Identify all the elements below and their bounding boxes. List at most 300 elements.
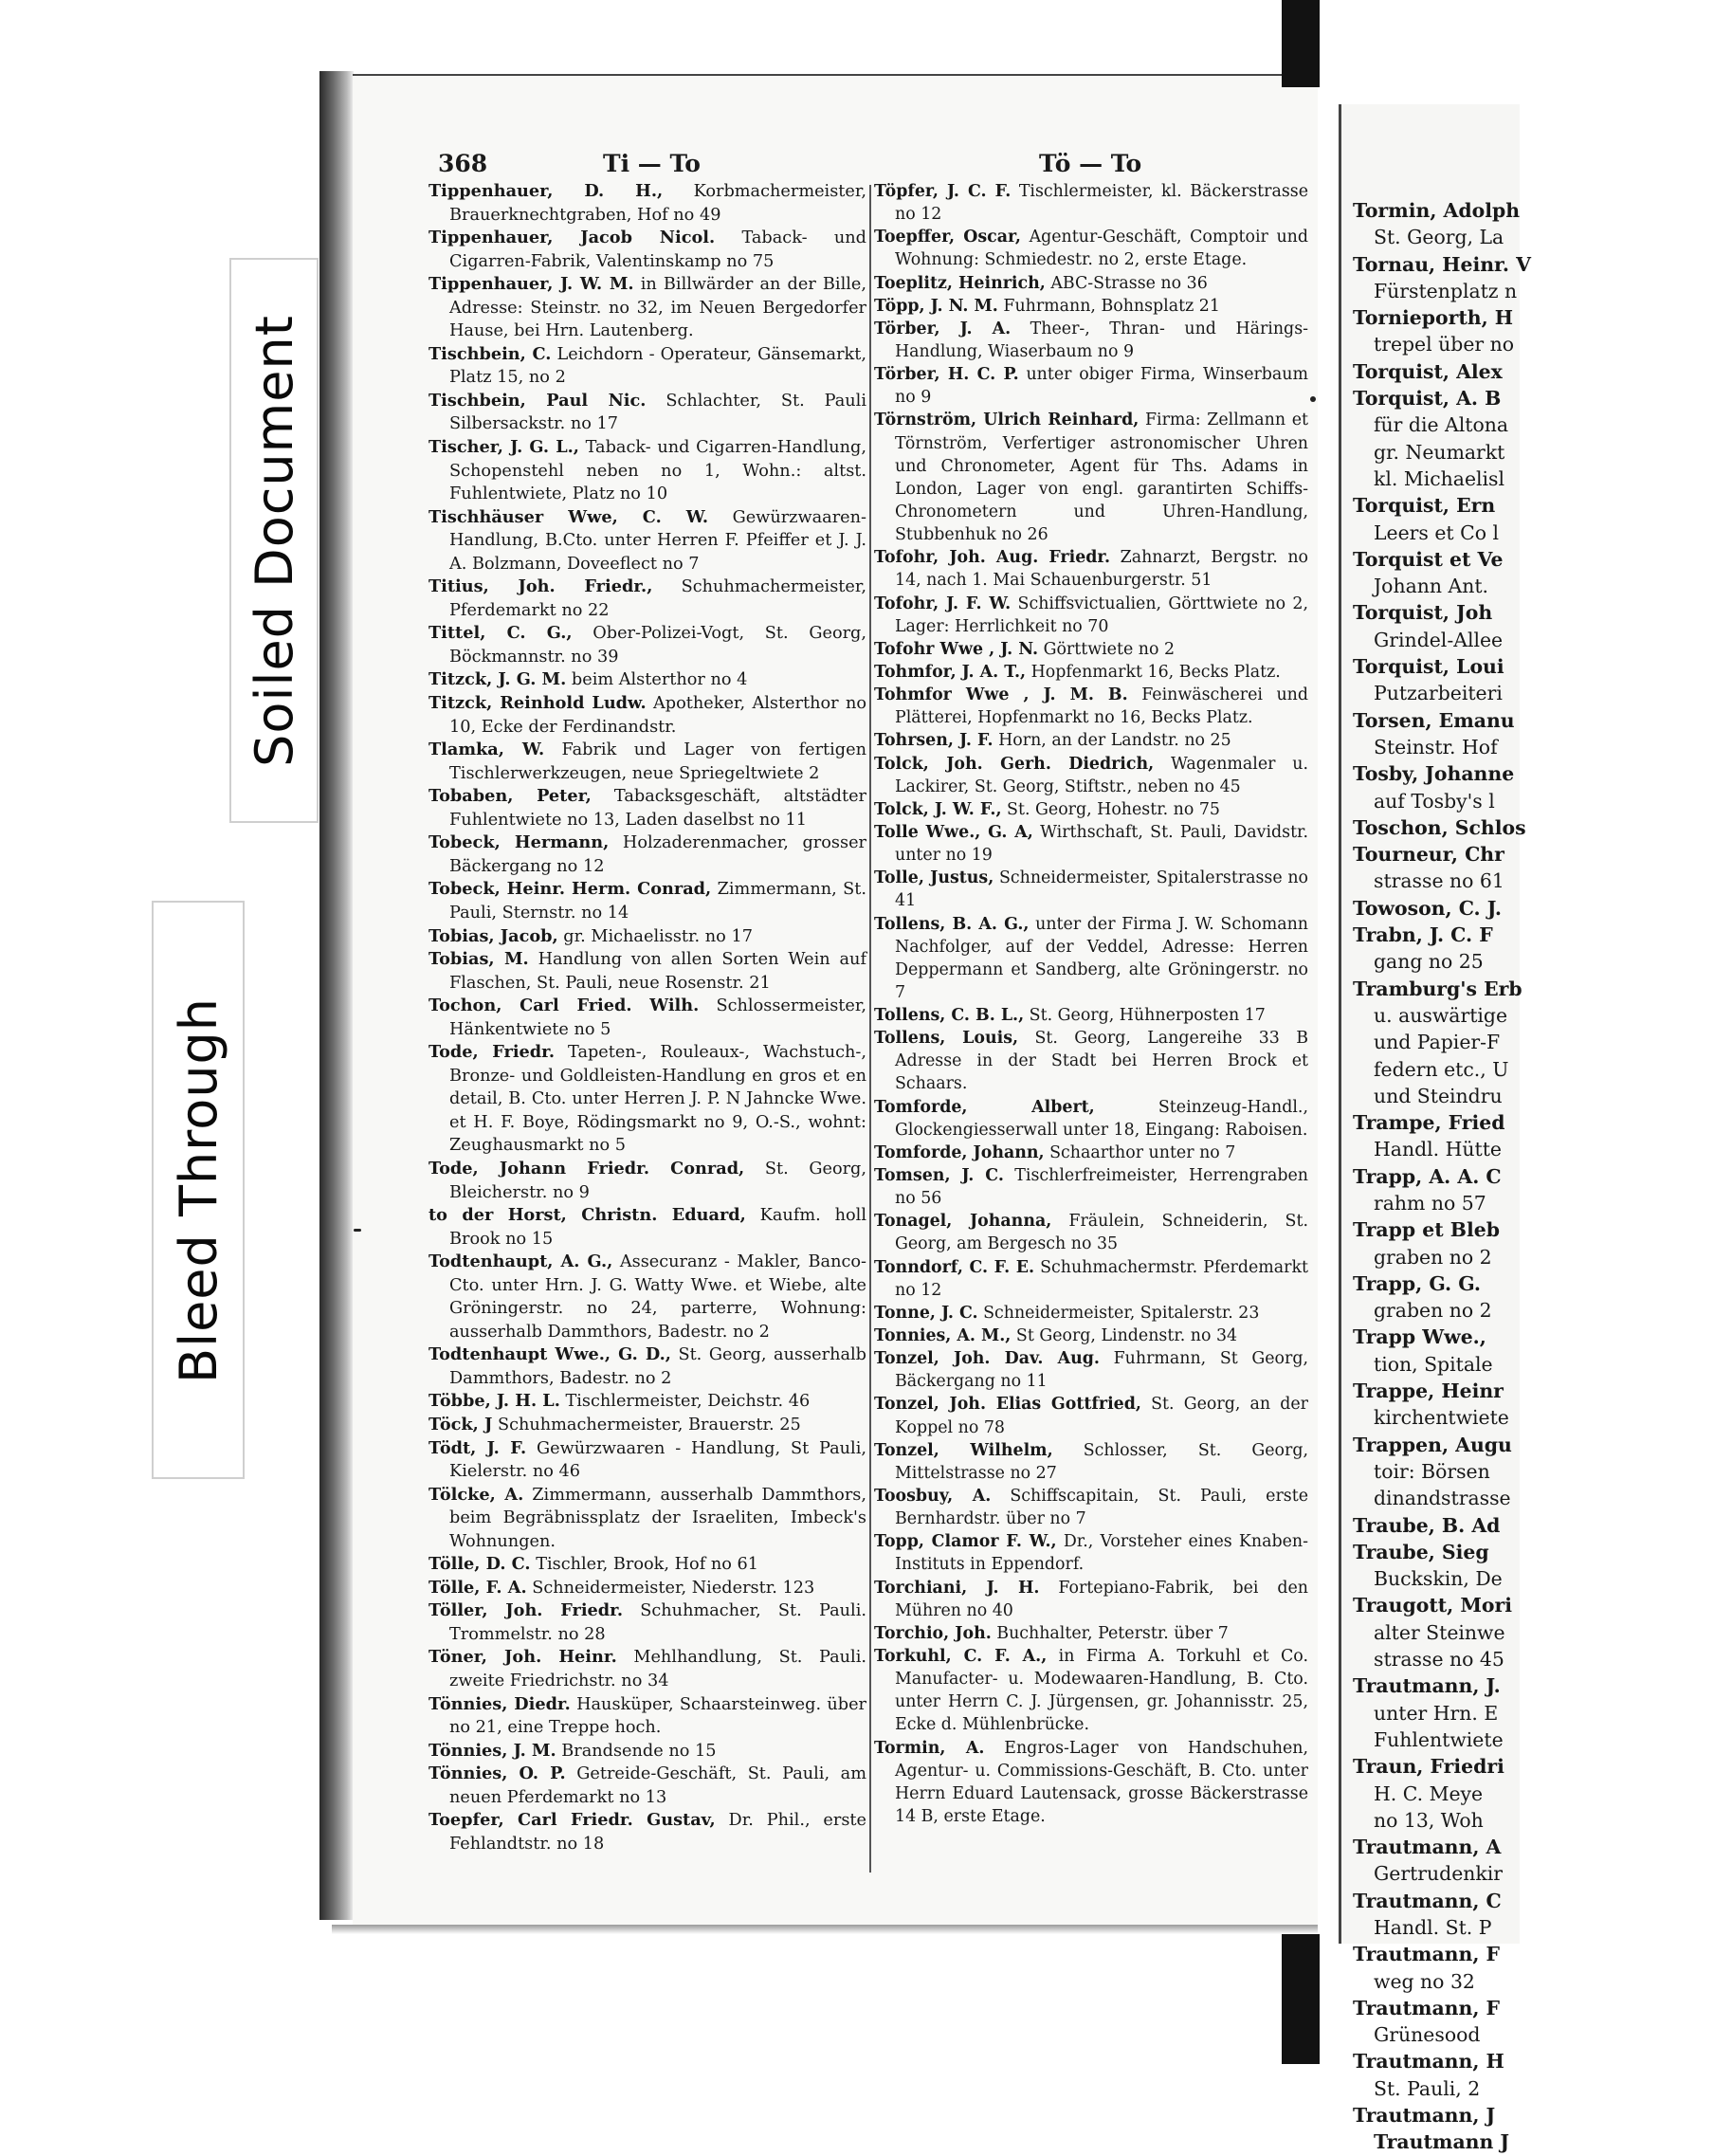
facing-page-line <box>1353 1002 1732 1029</box>
directory-entry <box>874 1302 1308 1325</box>
directory-entry <box>428 878 866 924</box>
facing-page-line <box>1353 599 1732 626</box>
entry-details: Wagenmaler u. Lackirer, St. Georg, Stiftstr., neben no 45 <box>895 754 1309 796</box>
facing-page-line <box>1353 411 1732 438</box>
entry-name: Titzck, J. G. M. <box>428 669 567 690</box>
facing-page <box>1339 104 1531 2154</box>
entry-name: Tonzel, Joh. Dav. Aug. <box>874 1349 1100 1369</box>
facing-page-line <box>1353 868 1732 894</box>
facing-page-text: Tornieporth, H <box>1353 306 1514 330</box>
facing-page-text: Trautmann, F <box>1353 1996 1500 2019</box>
facing-page-line <box>1353 1592 1732 1618</box>
facing-page-text: unter Hrn. E <box>1374 1701 1499 1725</box>
directory-entry <box>428 668 866 692</box>
entry-name: Tode, Johann Friedr. Conrad, <box>428 1158 745 1178</box>
directory-entry <box>874 1027 1308 1095</box>
directory-entry <box>874 1622 1308 1645</box>
facing-page-text: dinandstrasse <box>1374 1487 1511 1510</box>
facing-page-text: Trapp, A. A. C <box>1353 1164 1502 1188</box>
directory-entry <box>428 1251 866 1343</box>
entry-name: Titzck, Reinhold Ludw. <box>428 693 647 714</box>
directory-entry <box>428 1577 866 1600</box>
facing-page-text: Johann Ant. <box>1374 575 1489 598</box>
facing-page-column <box>1353 197 1732 2156</box>
entry-details: St. Georg, Hühnerposten 17 <box>1024 1006 1266 1026</box>
facing-page-line <box>1353 1270 1732 1297</box>
entry-details: Schlossermeister, Hänkentwiete no 5 <box>449 996 866 1039</box>
entry-name: Tollens, B. A. G., <box>874 914 1030 934</box>
facing-page-text: Torquist, Alex <box>1353 359 1503 383</box>
facing-page-text: Traube, B. Ad <box>1353 1513 1501 1537</box>
facing-page-line <box>1353 1056 1732 1083</box>
entry-details: Hopfenmarkt 16, Becks Platz. <box>1026 662 1281 682</box>
facing-page-line <box>1353 976 1732 1002</box>
entry-name: Tonne, J. C. <box>874 1303 978 1323</box>
directory-entry <box>428 1646 866 1692</box>
directory-entry <box>874 1142 1308 1164</box>
entry-name: Tödt, J. F. <box>428 1437 527 1458</box>
facing-page-text: und Steindru <box>1374 1084 1503 1107</box>
facing-page-line <box>1353 1190 1732 1216</box>
entry-details: Fuhrmann, St Georg, Bäckergang no 11 <box>895 1349 1308 1392</box>
entry-details: Assecuranz - Makler, Banco-Cto. unter Hrn. J. G. Watty Wwe. et Wiebe, alte Gröningerstr. no 24, parterre, Wohnung: ausserhalb Dammthors, Badestr. no 2 <box>449 1252 866 1342</box>
facing-page-text: Tourneur, Chr <box>1353 843 1504 867</box>
facing-page-text: Trappen, Augu <box>1353 1433 1512 1456</box>
entry-details: unter obiger Firma, Winserbaum no 9 <box>895 365 1308 408</box>
facing-page-line <box>1353 1029 1732 1055</box>
facing-page-text: Grünesood <box>1374 2023 1481 2047</box>
facing-page-line <box>1353 1565 1732 1592</box>
directory-entry <box>428 622 866 668</box>
facing-page-text: Handl. St. P <box>1374 1916 1492 1939</box>
entry-name: Törber, H. C. P. <box>874 365 1019 385</box>
entry-name: Tölcke, A. <box>428 1484 524 1505</box>
left-column-heading: Ti — To <box>603 150 701 177</box>
facing-page-line <box>1353 895 1732 922</box>
directory-entry <box>874 272 1308 295</box>
directory-entry <box>874 729 1308 752</box>
entry-name: Töller, Joh. Friedr. <box>428 1600 624 1621</box>
facing-page-text: Trappe, Heinr <box>1353 1379 1504 1403</box>
facing-page-line <box>1353 546 1732 573</box>
entry-details: Gewürzwaaren - Handlung, St Pauli, Kielerstr. no 46 <box>449 1438 866 1482</box>
directory-entry <box>874 1210 1308 1255</box>
directory-entry <box>874 1164 1308 1210</box>
entry-name: Törber, J. A. <box>874 319 1012 338</box>
entry-name: Tischer, J. G. L., <box>428 437 579 458</box>
entry-name: Tlamka, W. <box>428 740 545 760</box>
facing-page-text: Handl. Hütte <box>1374 1138 1502 1161</box>
facing-page-line <box>1353 734 1732 760</box>
facing-page-text: Trapp Wwe., <box>1353 1325 1486 1349</box>
directory-entry <box>428 1763 866 1809</box>
scan-edge-bottom <box>1282 1934 1320 2064</box>
entry-name: Tolck, Joh. Gerh. Diedrich, <box>874 754 1155 774</box>
facing-page-line <box>1353 2102 1732 2129</box>
entry-details: Apotheker, Alsterthor no 10, Ecke der Ferdinandstr. <box>449 694 867 737</box>
facing-page-text: graben no 2 <box>1374 1245 1492 1269</box>
right-column <box>874 180 1308 1828</box>
directory-entry <box>874 1577 1308 1622</box>
entry-details: Horn, an der Landstr. no 25 <box>993 731 1231 751</box>
entry-name: Toepfer, Carl Friedr. Gustav, <box>428 1810 716 1831</box>
facing-page-text: Tornau, Heinr. V <box>1353 252 1531 276</box>
directory-entry <box>874 1004 1308 1027</box>
entry-details: Fräulein, Schneiderin, St. Georg, am Bergesch no 35 <box>895 1212 1308 1254</box>
bleed-through-text: Bleed Through <box>168 996 228 1383</box>
facing-page-text: H. C. Meye <box>1374 1781 1484 1805</box>
entry-details: Ober-Polizei-Vogt, St. Georg, Böckmannstr. no 39 <box>449 624 866 667</box>
entry-details: Firma: Zellmann et Törnström, Verfertiger astronomischer Uhren und Chronometer, Agent für Ths. Adams in London, Lager von engl. garantirten Schiffs-Chronometern und Uhren-Handlung, Stubbenhuk no 26 <box>895 411 1308 545</box>
entry-name: Tolle, Justus, <box>874 868 994 888</box>
facing-page-text: trepel über no <box>1374 333 1515 356</box>
entry-details: Kaufm. holl Brook no 15 <box>449 1206 866 1249</box>
soiled-document-text: Soiled Document <box>244 314 304 767</box>
facing-page-line <box>1353 304 1732 331</box>
directory-entry <box>428 948 866 995</box>
facing-page-text: gr. Neumarkt <box>1374 440 1505 464</box>
directory-entry <box>428 1553 866 1577</box>
directory-entry <box>874 1737 1308 1829</box>
entry-name: Tohmfor Wwe , J. M. B. <box>874 685 1128 705</box>
directory-entry <box>428 785 866 831</box>
directory-entry <box>874 1439 1308 1485</box>
facing-page-text: strasse no 45 <box>1374 1648 1504 1672</box>
entry-name: Tischbein, C. <box>428 343 552 364</box>
scan-edge-top <box>1282 0 1320 87</box>
directory-entry <box>874 363 1308 409</box>
facing-page-line <box>1353 2075 1732 2102</box>
facing-page-text: Trautmann, J <box>1353 2104 1496 2128</box>
directory-entry <box>874 546 1308 592</box>
entry-details: in Billwärder an der Bille, Adresse: Steinstr. no 32, im Neuen Bergedorfer Hause, bei Hrn. Lautenberg. <box>449 275 866 341</box>
facing-page-text: Trautmann, A <box>1353 1836 1502 1859</box>
entry-name: to der Horst, Christn. Eduard, <box>428 1205 746 1226</box>
facing-page-line <box>1353 1216 1732 1243</box>
directory-entry <box>428 1041 866 1158</box>
facing-page-text: Torsen, Emanu <box>1353 708 1515 732</box>
facing-page-text: no 13, Woh <box>1374 1808 1484 1832</box>
entry-details: beim Alsterthor no 4 <box>566 670 748 690</box>
facing-page-text: toir: Börsen <box>1374 1459 1490 1483</box>
entry-details: Tapeten-, Rouleaux-, Wachstuch-, Bronze- und Goldleisten-Handlung en gros et en detail, B. Cto. unter Herren J. P. N Jahncke Wwe. et H. F. Boye, Rödingsmarkt no 9, O.-S., wohnt: Zeughausmarkt no 5 <box>449 1043 866 1156</box>
entry-name: Tonnies, A. M., <box>874 1326 1012 1346</box>
entry-details: St. Georg, Langereihe 33 B Adresse in der Stadt bei Herren Brock et Schaars. <box>895 1029 1308 1094</box>
facing-page-text: Tosby, Johanne <box>1353 762 1515 786</box>
directory-entry <box>874 661 1308 684</box>
facing-page-line <box>1353 841 1732 868</box>
entry-name: Tochon, Carl Fried. Wilh. <box>428 996 700 1016</box>
bleed-mark <box>354 1229 361 1232</box>
directory-entry <box>428 1484 866 1554</box>
facing-page-line <box>1353 1860 1732 1887</box>
facing-page-text: Toschon, Schlos <box>1353 815 1526 839</box>
entry-name: Tonzel, Joh. Elias Gottfried, <box>874 1395 1141 1415</box>
entry-name: Tobias, Jacob, <box>428 925 558 946</box>
entry-name: Tippenhauer, D. H., <box>428 181 664 201</box>
entry-name: Töck, J <box>428 1414 493 1434</box>
facing-page-line <box>1353 788 1732 814</box>
directory-entry <box>874 295 1308 318</box>
entry-details: St. Georg, an der Koppel no 78 <box>895 1395 1308 1437</box>
entry-details: in Firma A. Torkuhl et Co. Manufacter- u. Modewaaren-Handlung, B. Cto. unter Herrn C. J. Jürgensen, gr. Johannisstr. 25, Ecke d. Mühlenbrücke. <box>895 1647 1308 1735</box>
directory-entry <box>874 913 1308 1005</box>
entry-details: Schuhmachermeister, Pferdemarkt no 22 <box>449 577 866 620</box>
facing-page-line <box>1353 948 1732 975</box>
facing-page-line <box>1353 1351 1732 1378</box>
facing-page-line <box>1353 197 1732 224</box>
entry-name: Töpp, J. N. M. <box>874 296 998 316</box>
facing-page-text: u. auswärtige <box>1374 1003 1508 1027</box>
facing-page-text: Trautmann, J. <box>1353 1674 1501 1698</box>
directory-entry <box>428 227 866 273</box>
facing-page-text: Steinstr. Hof <box>1374 735 1498 758</box>
soiled-document-label <box>229 258 319 823</box>
entry-name: Tohmfor, J. A. T., <box>874 662 1027 682</box>
entry-details: Tischlermeister, Deichstr. 46 <box>559 1392 811 1412</box>
facing-page-text: Gertrudenkir <box>1374 1862 1504 1886</box>
entry-details: Taback- und Cigarren-Handlung, Schopenstehl neben no 1, Wohn.: altst. Fuhlentwiete, Platz no 10 <box>449 438 866 504</box>
directory-entry <box>428 995 866 1041</box>
directory-entry <box>874 409 1308 546</box>
facing-page-text: Torquist, A. B <box>1353 387 1502 411</box>
facing-page-line <box>1353 707 1732 734</box>
facing-page-line <box>1353 1727 1732 1753</box>
entry-details: gr. Michaelisstr. no 17 <box>557 926 753 946</box>
entry-details: Handlung von allen Sorten Wein auf Flaschen, St. Pauli, neue Rosenstr. 21 <box>449 950 866 993</box>
directory-entry <box>428 1390 866 1414</box>
facing-page-line <box>1353 1941 1732 1967</box>
facing-page-line <box>1353 331 1732 357</box>
entry-name: Tippenhauer, J. W. M. <box>428 274 634 295</box>
facing-page-line <box>1353 224 1732 250</box>
facing-page-text: federn etc., U <box>1374 1057 1509 1081</box>
facing-page-line <box>1353 922 1732 948</box>
facing-page-line <box>1353 1512 1732 1539</box>
entry-details: Schlosser, St. Georg, Mittelstrasse no 27 <box>895 1440 1308 1483</box>
entry-details: St. Georg, Hohestr. no 75 <box>1001 799 1220 819</box>
entry-details: Zahnarzt, Bergstr. no 14, nach 1. Mai Schauenburgerstr. 51 <box>895 548 1308 591</box>
facing-page-line <box>1353 439 1732 466</box>
column-divider <box>869 185 871 1873</box>
facing-page-line <box>1353 1485 1732 1511</box>
facing-page-text: für die Altona <box>1374 413 1509 437</box>
entry-name: Tittel, C. G., <box>428 623 573 644</box>
entry-details: Schuhmachermstr. Pferdemarkt no 12 <box>895 1257 1308 1300</box>
directory-entry <box>428 390 866 436</box>
facing-page-text: Towoson, C. J. <box>1353 896 1502 920</box>
facing-page-line <box>1353 1083 1732 1109</box>
entry-name: Tonagel, Johanna, <box>874 1212 1052 1232</box>
entry-details: Schneidermeister, Spitalerstr. 23 <box>977 1303 1260 1323</box>
entry-details: St. Georg, ausserhalb Dammthors, Badestr. no 2 <box>449 1345 866 1388</box>
facing-page-text: kirchentwiete <box>1374 1406 1509 1430</box>
entry-details: St Georg, Lindenstr. no 34 <box>1011 1326 1238 1346</box>
directory-entry <box>428 692 866 739</box>
entry-name: Todtenhaupt Wwe., G. D., <box>428 1344 671 1365</box>
entry-details: Mehlhandlung, St. Pauli. zweite Friedrichstr. no 34 <box>449 1648 866 1690</box>
facing-page-text: auf Tosby's l <box>1374 789 1495 813</box>
entry-details: Tischlermeister, kl. Bäckerstrasse no 12 <box>895 182 1308 225</box>
facing-page-line <box>1353 680 1732 706</box>
entry-name: Tofohr Wwe , J. N. <box>874 639 1039 659</box>
entry-name: Tobaben, Peter, <box>428 786 592 807</box>
facing-page-line <box>1353 760 1732 787</box>
entry-details: Dr. Phil., erste Fehlandtstr. no 18 <box>449 1811 866 1854</box>
entry-name: Toeplitz, Heinrich, <box>874 273 1046 293</box>
entry-details: Zimmermann, ausserhalb Dammthors, beim Begräbnissplatz der Israeliten, Imbeck's Wohnungen. <box>449 1485 866 1551</box>
facing-page-text: Torquist, Ern <box>1353 494 1496 518</box>
directory-entry <box>428 1204 866 1251</box>
entry-details: Taback- und Cigarren-Fabrik, Valentinskamp no 75 <box>449 228 866 271</box>
directory-entry <box>428 1158 866 1204</box>
entry-name: Topp, Clamor F. W., <box>874 1532 1057 1552</box>
entry-details: Schiffscapitain, St. Pauli, erste Bernhardstr. über no 7 <box>895 1487 1308 1529</box>
right-column-heading: Tö — To <box>1039 150 1142 177</box>
facing-page-line <box>1353 1404 1732 1431</box>
entry-details: Schneidermeister, Spitalerstrasse no 41 <box>895 868 1308 911</box>
entry-name: Törnström, Ulrich Reinhard, <box>874 411 1139 430</box>
directory-entry <box>428 273 866 343</box>
entry-details: Engros-Lager von Handschuhen, Agentur- u. Commissions-Geschäft, B. Cto. unter Herrn Eduard Lautensack, grosse Bäckerstrasse 14 B, erste Etage. <box>895 1738 1309 1826</box>
entry-details: Gewürzwaaren-Handlung, B.Cto. unter Herren F. Pfeiffer et J. J. A. Bolzmann, Doveeflect no 7 <box>449 507 867 574</box>
entry-name: Tobias, M. <box>428 949 529 970</box>
entry-name: Tippenhauer, Jacob Nicol. <box>428 228 716 248</box>
directory-entry <box>428 1740 866 1763</box>
directory-entry <box>874 1393 1308 1438</box>
entry-details: Feinwäscherei und Plätterei, Hopfenmarkt no 16, Becks Platz. <box>895 685 1308 728</box>
entry-details: Tischlerfreimeister, Herrengraben no 56 <box>895 1166 1308 1209</box>
entry-details: Hausküper, Schaarsteinweg. über no 21, eine Treppe hoch. <box>449 1694 866 1738</box>
entry-name: Tischhäuser Wwe, C. W. <box>428 506 709 527</box>
facing-page-line <box>1353 1163 1732 1190</box>
facing-page-line <box>1353 358 1732 385</box>
directory-entry <box>428 1343 866 1390</box>
directory-entry <box>428 739 866 785</box>
directory-entry <box>428 1599 866 1646</box>
facing-page-line <box>1353 1888 1732 1914</box>
facing-page-text: strasse no 61 <box>1374 869 1504 893</box>
book-spine-shadow <box>319 71 354 1920</box>
entry-name: Titius, Joh. Friedr., <box>428 576 653 597</box>
entry-name: Többe, J. H. L. <box>428 1391 560 1412</box>
facing-page-line <box>1353 1324 1732 1350</box>
entry-details: Zimmermann, St. Pauli, Sternstr. no 14 <box>449 880 867 923</box>
entry-details: Getreide-Geschäft, St. Pauli, am neuen Pferdemarkt no 13 <box>449 1764 866 1807</box>
entry-details: Tischler, Brook, Hof no 61 <box>530 1555 759 1575</box>
facing-page-text: Putzarbeiteri <box>1374 682 1503 705</box>
entry-details: St. Georg, Bleicherstr. no 9 <box>449 1159 866 1202</box>
directory-entry <box>874 684 1308 729</box>
entry-details: Fabrik und Lager von fertigen Tischlerwerkzeugen, neue Spriegeltwiete 2 <box>449 740 866 783</box>
facing-page-line <box>1353 627 1732 653</box>
entry-details: unter der Firma J. W. Schomann Nachfolger, auf der Veddel, Adresse: Herren Deppermann et Sandberg, alte Gröningerstr. no 7 <box>895 914 1308 1002</box>
entry-name: Tomforde, Johann, <box>874 1142 1045 1162</box>
directory-entry <box>428 1414 866 1437</box>
entry-details: Agentur-Geschäft, Comptoir und Wohnung: Schmiedestr. no 2, erste Etage. <box>895 228 1308 270</box>
bleed-through-label <box>152 901 245 1479</box>
facing-page-text: Trampe, Fried <box>1353 1111 1505 1135</box>
facing-page-text: Trautmann J <box>1374 2130 1510 2154</box>
entry-name: Tölle, F. A. <box>428 1577 527 1598</box>
entry-name: Tolck, J. W. F., <box>874 799 1002 819</box>
directory-entry <box>428 436 866 506</box>
entry-name: Töpfer, J. C. F. <box>874 182 1012 201</box>
facing-page-line <box>1353 1834 1732 1860</box>
directory-entry <box>428 506 866 576</box>
entry-name: Töner, Joh. Heinr. <box>428 1647 617 1668</box>
facing-page-line <box>1353 1619 1732 1646</box>
facing-page-text: weg no 32 <box>1374 1969 1475 1993</box>
facing-page-line <box>1353 466 1732 492</box>
entry-name: Tofohr, J. F. W. <box>874 594 1012 613</box>
entry-details: Brandsende no 15 <box>556 1741 717 1761</box>
facing-page-text: Fuhlentwiete <box>1374 1727 1504 1751</box>
facing-page-text: rahm no 57 <box>1374 1191 1486 1215</box>
facing-page-text: St. Georg, La <box>1374 226 1504 249</box>
entry-details: Schneidermeister, Niederstr. 123 <box>526 1578 815 1598</box>
facing-page-line <box>1353 1109 1732 1136</box>
left-column <box>428 180 866 1855</box>
facing-page-text: Traugott, Mori <box>1353 1594 1513 1617</box>
entry-details: ABC-Strasse no 36 <box>1045 273 1208 293</box>
entry-name: Toepffer, Oscar, <box>874 228 1021 247</box>
entry-name: Tollens, C. B. L., <box>874 1006 1025 1026</box>
entry-details: Schaarthor unter no 7 <box>1044 1142 1236 1162</box>
bleed-mark <box>1310 396 1316 402</box>
facing-page-text: Torquist et Ve <box>1353 547 1504 571</box>
entry-name: Torkuhl, C. F. A., <box>874 1647 1048 1666</box>
facing-page-line <box>1353 1968 1732 1995</box>
facing-page-line <box>1353 1432 1732 1458</box>
entry-details: Steinzeug-Handl., Glockengiesserwall unter 18, Eingang: Raboisen. <box>895 1097 1308 1140</box>
facing-page-text: Tormin, Adolph <box>1353 199 1521 222</box>
facing-page-line <box>1353 251 1732 278</box>
entry-name: Tönnies, J. M. <box>428 1740 556 1761</box>
directory-entry <box>428 1437 866 1484</box>
facing-page-line <box>1353 573 1732 599</box>
facing-page-text: Grindel-Allee <box>1374 628 1504 651</box>
directory-entry <box>874 821 1308 867</box>
directory-entry <box>874 753 1308 798</box>
facing-page-line <box>1353 1672 1732 1699</box>
facing-page-text: Traube, Sieg <box>1353 1540 1489 1563</box>
facing-page-text: alter Steinwe <box>1374 1620 1505 1644</box>
directory-entry <box>874 1485 1308 1530</box>
facing-page-text: Tramburg's Erb <box>1353 977 1522 1000</box>
facing-page-text: tion, Spitale <box>1374 1352 1493 1376</box>
facing-page-text: Traun, Friedri <box>1353 1755 1504 1779</box>
facing-page-line <box>1353 1753 1732 1780</box>
directory-entry <box>874 318 1308 363</box>
entry-name: Tönnies, Diedr. <box>428 1693 571 1714</box>
entry-name: Tomforde, Albert, <box>874 1097 1095 1117</box>
entry-name: Tode, Friedr. <box>428 1042 556 1063</box>
entry-details: Schuhmachermeister, Brauerstr. 25 <box>492 1415 801 1434</box>
entry-details: Buchhalter, Peterstr. über 7 <box>991 1623 1229 1643</box>
entry-name: Tonndorf, C. F. E. <box>874 1257 1035 1277</box>
directory-entry <box>874 1096 1308 1142</box>
entry-name: Tobeck, Hermann, <box>428 832 610 853</box>
directory-entry <box>428 925 866 949</box>
facing-page-text: kl. Michaelisl <box>1374 466 1505 490</box>
entry-name: Tischbein, Paul Nic. <box>428 390 647 411</box>
facing-page-text: Trapp, G. G. <box>1353 1271 1482 1295</box>
facing-page-text: Torquist, Loui <box>1353 655 1504 679</box>
facing-page-text: Buckskin, De <box>1374 1567 1503 1591</box>
facing-page-line <box>1353 2048 1732 2074</box>
entry-name: Todtenhaupt, A. G., <box>428 1252 613 1272</box>
